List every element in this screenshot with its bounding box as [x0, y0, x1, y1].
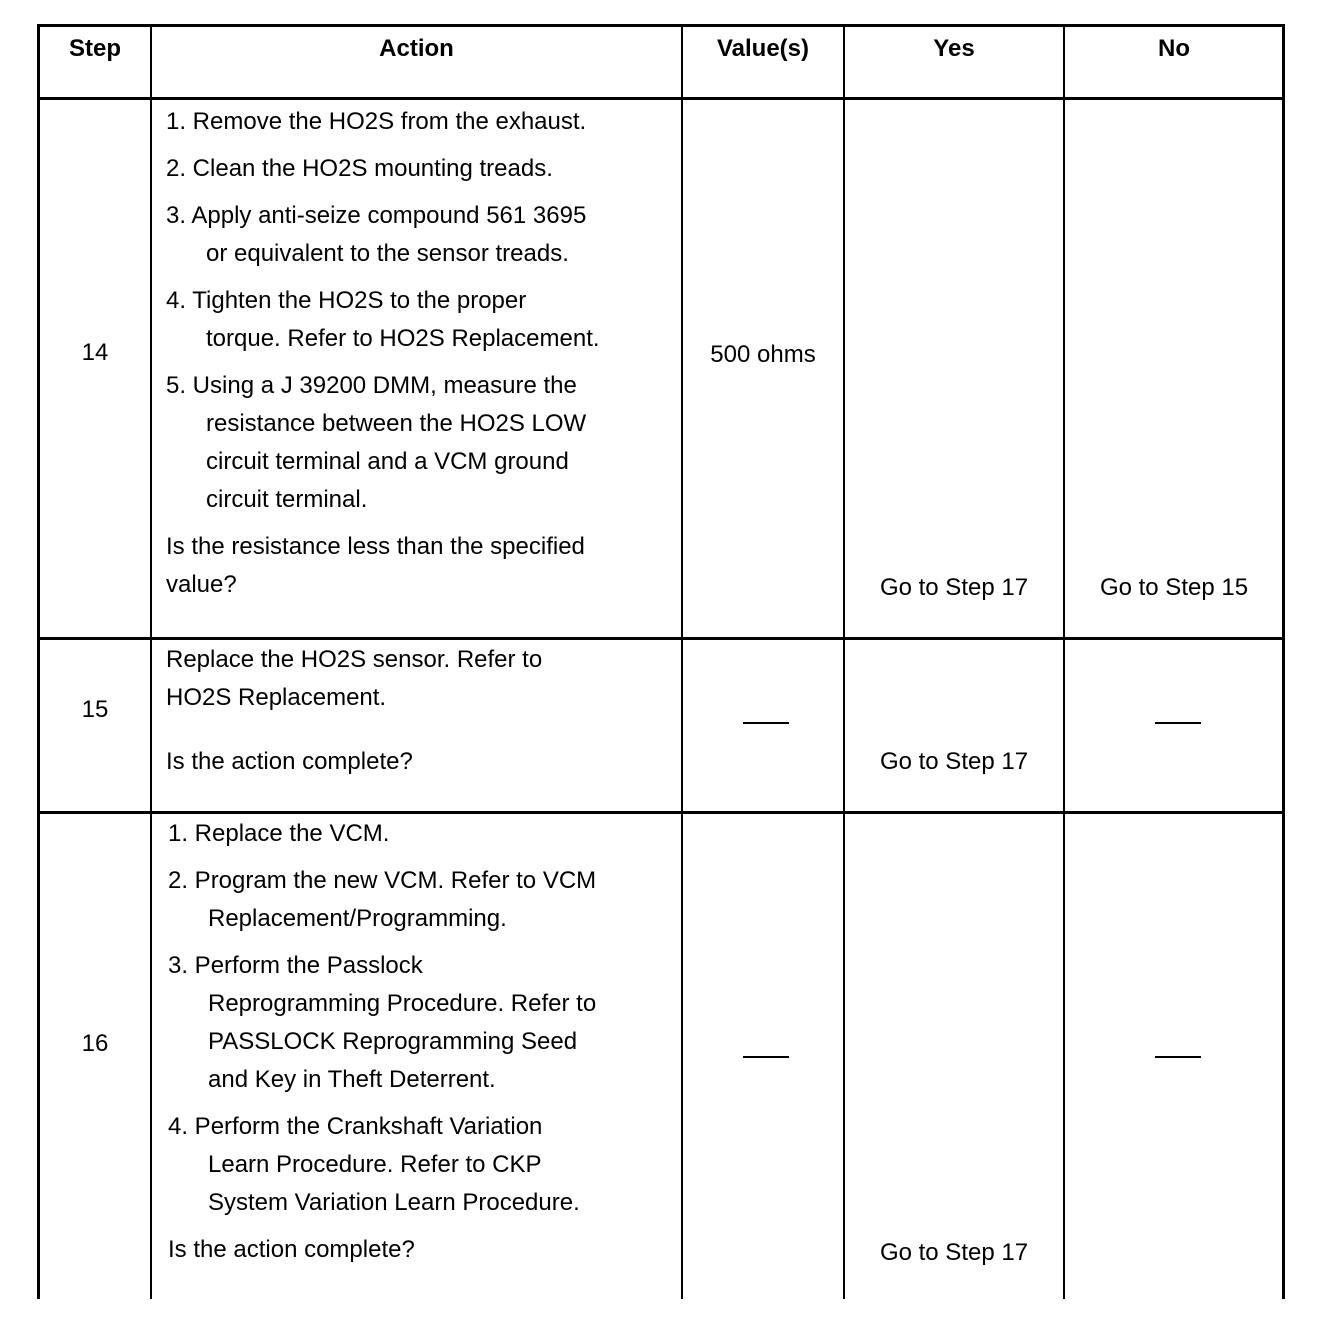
header-action: Action: [379, 35, 454, 62]
action-line: Learn Procedure. Refer to CKP: [208, 1151, 542, 1178]
column-divider: [1063, 27, 1065, 1299]
diagnostic-table: [37, 24, 1285, 1299]
yes-cell: Go to Step 17: [879, 574, 1029, 601]
action-step: [166, 103, 676, 141]
empty-value-dash: [743, 1056, 789, 1058]
action-line: 3. Perform the Passlock: [168, 952, 423, 979]
action-cell: [168, 815, 678, 1269]
header-values: Value(s): [716, 35, 810, 62]
header-yes: Yes: [933, 35, 975, 62]
yes-cell: Go to Step 17: [879, 1239, 1029, 1266]
empty-no-dash: [1155, 1056, 1201, 1058]
action-step: [166, 367, 676, 519]
action-line: circuit terminal and a VCM ground: [206, 448, 569, 475]
action-line: 1. Replace the VCM.: [168, 820, 390, 847]
action-line: Replacement/Programming.: [208, 905, 507, 932]
column-divider: [681, 27, 683, 1299]
row-divider: [40, 811, 1282, 814]
no-cell: Go to Step 15: [1099, 574, 1249, 601]
column-divider: [843, 27, 845, 1299]
header-no: No: [1158, 35, 1190, 62]
action-line: Reprogramming Procedure. Refer to: [208, 990, 597, 1017]
row-divider: [40, 97, 1282, 100]
question: Is the action complete?: [168, 1236, 415, 1263]
action-line: and Key in Theft Deterrent.: [208, 1066, 496, 1093]
action-line: System Variation Learn Procedure.: [208, 1189, 580, 1216]
action-cell: [166, 641, 676, 781]
action-step: [166, 150, 676, 188]
question: [166, 528, 676, 604]
action-line: or equivalent to the sensor treads.: [206, 240, 569, 267]
action-step: [168, 947, 678, 1099]
yes-cell: Go to Step 17: [879, 748, 1029, 775]
action-line: PASSLOCK Reprogramming Seed: [208, 1028, 578, 1055]
value-cell: 500 ohms: [710, 341, 816, 368]
row-divider: [40, 637, 1282, 640]
empty-value-dash: [743, 722, 789, 724]
question-line: value?: [166, 571, 237, 598]
action-line: circuit terminal.: [206, 486, 368, 513]
action-line: 4. Perform the Crankshaft Variation: [168, 1113, 543, 1140]
question-line: Is the resistance less than the specified: [166, 533, 585, 560]
step-number: 14: [81, 339, 109, 366]
action-step: [168, 862, 678, 938]
step-number: 15: [81, 696, 109, 723]
action-step: [166, 197, 676, 273]
header-step: Step: [68, 35, 121, 62]
step-number: 16: [81, 1030, 109, 1057]
action-line: resistance between the HO2S LOW: [206, 410, 587, 437]
action-line: 2. Clean the HO2S mounting treads.: [166, 155, 553, 182]
action-line: 2. Program the new VCM. Refer to VCM: [168, 867, 597, 894]
column-divider: [150, 27, 152, 1299]
action-line: 1. Remove the HO2S from the exhaust.: [166, 108, 587, 135]
action-line: Replace the HO2S sensor. Refer to: [166, 646, 543, 673]
action-line: HO2S Replacement.: [166, 684, 387, 711]
action-line: torque. Refer to HO2S Replacement.: [206, 325, 600, 352]
action-step: [168, 1108, 678, 1222]
action-step: [166, 282, 676, 358]
action-line: 4. Tighten the HO2S to the proper: [166, 287, 527, 314]
action-line: 3. Apply anti-seize compound 561 3695: [166, 202, 587, 229]
question: Is the action complete?: [166, 748, 413, 775]
action-line: 5. Using a J 39200 DMM, measure the: [166, 372, 577, 399]
empty-no-dash: [1155, 722, 1201, 724]
action-cell: [166, 103, 676, 604]
action-step: [168, 815, 678, 853]
